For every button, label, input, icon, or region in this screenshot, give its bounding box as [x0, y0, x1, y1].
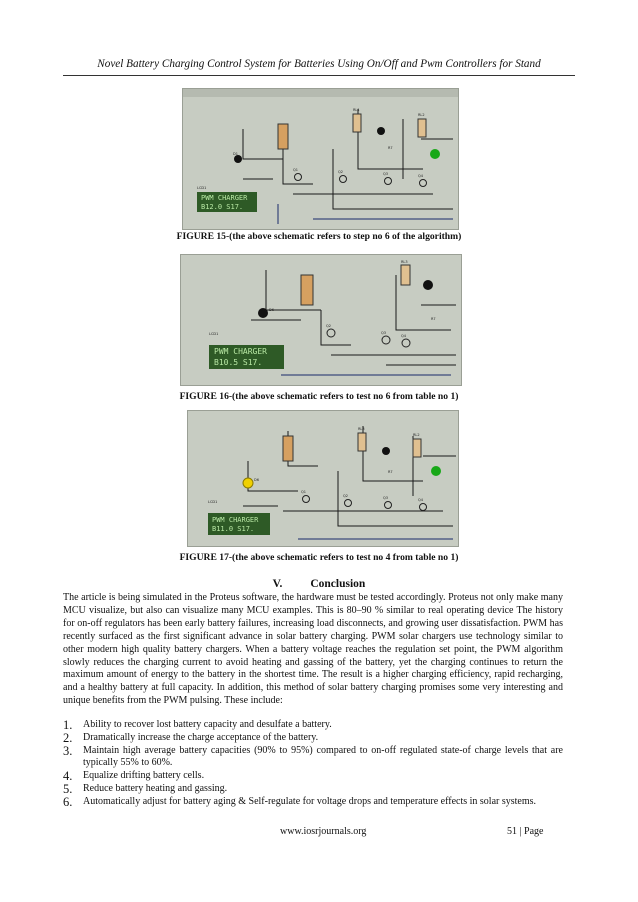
- lcd-label: LCD1: [208, 500, 218, 504]
- lcd-label: LCD1: [209, 332, 219, 336]
- lcd-line1: PWM CHARGER: [212, 516, 259, 524]
- q1-label: Q1: [301, 490, 306, 494]
- lcd-line1: PWM CHARGER: [214, 347, 267, 356]
- list-item-text: Automatically adjust for battery aging & Self-regulate for voltage drops and temperature effects in solar systems.: [83, 795, 537, 807]
- schematic-16: [181, 255, 461, 385]
- q1-label: Q2: [326, 324, 331, 328]
- list-item-number: 1.: [63, 718, 73, 732]
- footer-url[interactable]: www.iosrjournals.org: [280, 826, 367, 837]
- q4-label: Q4: [418, 498, 423, 502]
- led-label: D6: [254, 478, 259, 482]
- running-header: Novel Battery Charging Control System for Batteries Using On/Off and Pwm Controllers for Stand: [97, 58, 541, 70]
- q2-label: Q3: [381, 331, 386, 335]
- list-item: [63, 796, 563, 809]
- schematic-15: [183, 89, 458, 229]
- figure-17-caption: FIGURE 17-(the above schematic refers to test no 4 from table no 1): [179, 552, 459, 563]
- q3-label: Q4: [401, 334, 406, 338]
- list-item-text: Reduce battery heating and gassing.: [83, 782, 228, 794]
- benefits-list: [63, 719, 563, 809]
- led-label: D6: [269, 308, 274, 312]
- schematic-17: [188, 411, 458, 546]
- list-item: [63, 719, 563, 732]
- figure-17-image: [187, 410, 459, 547]
- section-title: Conclusion: [310, 578, 366, 590]
- header-rule: [63, 75, 575, 76]
- figure-16-caption: FIGURE 16-(the above schematic refers to test no 6 from table no 1): [179, 391, 459, 402]
- list-item-number: 3.: [63, 743, 73, 758]
- list-item-text: Ability to recover lost battery capacity and desulfate a battery.: [83, 719, 332, 730]
- resistor-label: R7: [388, 146, 393, 150]
- list-item-number: 4.: [63, 769, 73, 784]
- relay1-label: RL3: [401, 260, 408, 264]
- conclusion-paragraph: The article is being simulated in the Proteus software, the hardware must be tested accordingly. Proteus not only make many MCU visualize, but also can visualize many MCU examples. This is 80–90 % similar to real operating device The history for on-off regulators has been early battery failures, increasing load disconnects, and growing user dissatisfaction. PWM has recently surfaced as the first significant advance in solar battery charging. PWM solar chargers use technology similar to other modern high quality battery chargers. When a battery voltage reaches the regulation set point, the PWM algorithm slowly reduces the charging current to avoid heating and gassing of the battery, yet the charging continues to return the maximum amount of energy to the battery in the shortest time. The result is a higher charging efficiency, rapid recharging, and a healthy battery at full capacity. In addition, this method of solar battery charging promises some very interesting and unique benefits from the PWM pulsing. These include:: [63, 592, 563, 707]
- list-item-text: Dramatically increase the charge acceptance of the battery.: [83, 731, 319, 743]
- led-label: D1: [233, 152, 238, 156]
- lcd-line2: B12.0 S17.: [201, 203, 244, 211]
- relay1-label: RL1: [353, 108, 360, 112]
- list-item-text: Maintain high average battery capacities (90% to 95%) compared to on-off regulated state-of charge levels that are typically 55% to 60%.: [83, 744, 563, 769]
- q1-label: Q1: [293, 168, 298, 172]
- section-heading: [0, 578, 638, 590]
- lcd-line2: B10.5 S17.: [214, 358, 263, 367]
- list-item: [63, 745, 563, 771]
- lcd-label: LCD1: [197, 186, 207, 190]
- list-item-number: 5.: [63, 781, 73, 796]
- relay2-label: RL2: [413, 433, 420, 437]
- figure-15-image: [182, 88, 459, 230]
- page-number: 51 | Page: [507, 826, 544, 837]
- q3-label: Q3: [383, 172, 388, 176]
- list-item-number: 2.: [63, 730, 73, 745]
- relay2-label: RL2: [418, 113, 425, 117]
- lcd-line2: B11.0 S17.: [212, 525, 255, 533]
- q3-label: Q3: [383, 496, 388, 500]
- q4-label: Q4: [418, 174, 423, 178]
- resistor-label: R7: [388, 470, 393, 474]
- list-item: [63, 770, 563, 783]
- list-item: [63, 732, 563, 745]
- list-item-text: Equalize drifting battery cells.: [83, 770, 205, 782]
- list-item: [63, 783, 563, 796]
- q2-label: Q2: [343, 494, 348, 498]
- figure-16-image: [180, 254, 462, 386]
- relay1-label: RL3: [358, 427, 365, 431]
- section-number: V.: [272, 578, 283, 590]
- lcd-line1: PWM CHARGER: [201, 194, 248, 202]
- q2-label: Q2: [338, 170, 343, 174]
- figure-15-caption: FIGURE 15-(the above schematic refers to step no 6 of the algorithm): [176, 231, 462, 242]
- list-item-number: 6.: [63, 794, 73, 809]
- resistor-label: R7: [431, 317, 436, 321]
